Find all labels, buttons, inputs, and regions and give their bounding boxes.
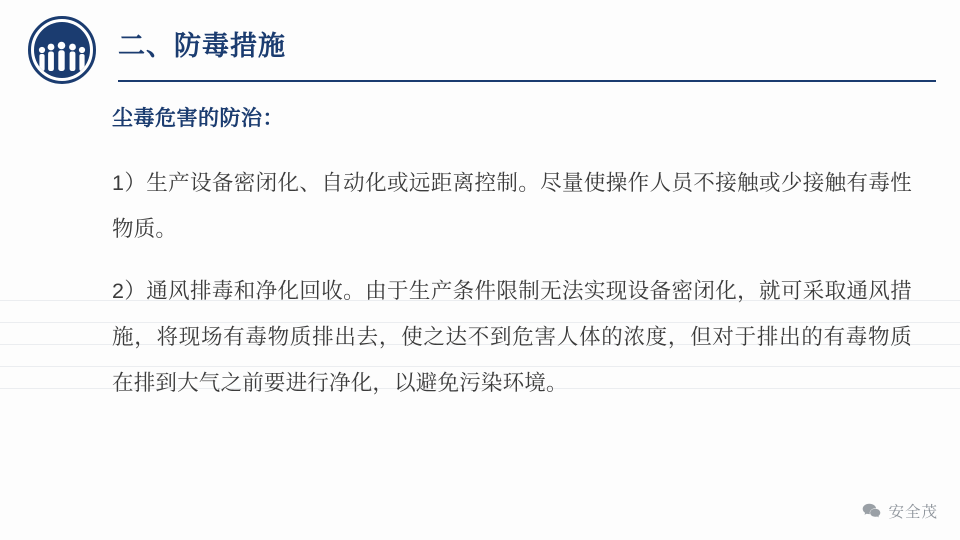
body-paragraph-2: 2）通风排毒和净化回收。由于生产条件限制无法实现设备密闭化，就可采取通风措施，将现场有毒物质排出去，使之达不到危害人体的浓度，但对于排出的有毒物质在排到大气之前要进行净化，以避免污染环境。 — [112, 279, 912, 395]
wechat-icon — [862, 503, 881, 519]
slide-header — [0, 0, 960, 96]
slide-title-row — [118, 28, 938, 64]
logo-badge — [28, 16, 96, 84]
people-group-icon — [34, 22, 90, 78]
slide-body — [112, 104, 912, 422]
body-paragraph-1: 1）生产设备密闭化、自动化或远距离控制。尽量使操作人员不接触或少接触有毒性物质。 — [112, 171, 912, 241]
watermark — [862, 500, 938, 522]
page-title: 二、防毒措施 — [118, 31, 286, 61]
title-divider — [118, 80, 936, 82]
section-subheading: 尘毒危害的防治： — [112, 107, 284, 130]
watermark-label: 安全茂 — [888, 504, 938, 521]
